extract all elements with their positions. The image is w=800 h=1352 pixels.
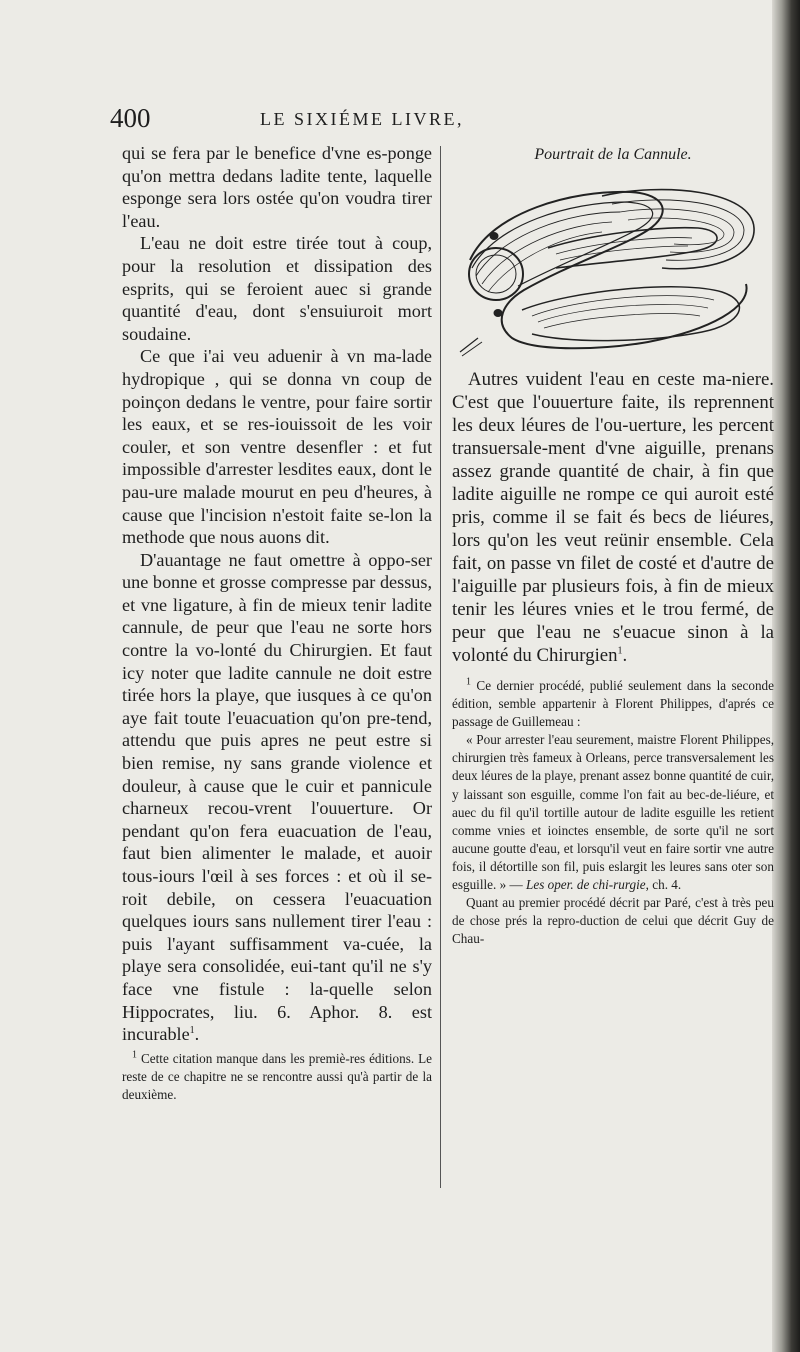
footnote-marker: 1 [466, 676, 471, 688]
footnote-body: Ce dernier procédé, publié seulement dans la seconde édition, semble appartenir à Florent Philippes, d'aprés ce passage de Guillemeau : [452, 678, 774, 730]
footnote-quote [452, 731, 774, 894]
paragraph-text: Autres vuident l'eau en ceste ma-niere. C'est que l'ouuerture faite, ils reprennent les deux léures de l'ou-uerture, les percent transuersale-ment d'vne aiguille, prenans assez grande quantité de chair, à fin que ladite aiguille ne rompe ce qui auroit esté pris, comme il se fait és becs de liéures, lors qu'on les veut reünir ensemble. Cela fait, on passe vn filet de costé et d'autre de l'aiguille par plusieurs fois, à fin de mieux tenir les léures vnies et le trou fermé, de peur que l'eau ne s'euacue sinon à la volonté du Chirurgien [452, 369, 774, 666]
figure-caption: Pourtrait de la Cannule. [534, 146, 692, 163]
footnote-text [122, 1050, 432, 1104]
paragraph-text: D'auantage ne faut omettre à oppo-ser une bonne et grosse compresse par dessus, et vne ligature, à fin de mieux tenir ladite cannule, de peur que l'eau ne sorte hors contre la vo-lonté du Chirurgien. Et faut icy noter que ladite cannule ne doit estre tirée hors la playe, que iusques à ce qu'on aye fait toute l'euacuation qu'on pre-tend, attendu que puis apres ne peut estre si bien remise, ny sans grande violence et douleur, à cause que le cuir et pannicule charneux recou-vrent l'ouuerture. Or pendant qu'on fera euacuation de l'eau, faut bien alimenter le malade, et auoir tous-iours l'œil à ses forces : et où il se-roit debile, on cessera l'euacuation quelques iours sans nullement tirer l'eau : puis l'ayant suffisamment va-cuée, la playe sera consolidée, eui-tant qu'il ne s'y face vne fistule : la-quelle selon Hippocrates, liu. 6. Aphor. 8. est incurable [122, 549, 432, 1045]
paragraph: Ce que i'ai veu aduenir à vn ma-lade hydropique , qui se donna vn coup de poinçon dedans le ventre, pour faire sortir les eaux, et se res-iouissoit de les voir couler, et son ventre desenfler : et fut impossible d'arrester lesdites eaux, dont le pau-ure malade mourut en peu d'heures, à cause que l'incision n'estoit faite se-lon la methode que nous auons dit. [122, 346, 432, 548]
cannula-figure [452, 172, 774, 362]
paragraph: qui se fera par le benefice d'vne es-ponge qu'on mettra dedans ladite tente, laquelle esponge sera lors ostée qu'on voudra tirer l'eau. [122, 143, 432, 231]
page-header [110, 103, 690, 133]
quote-text: « Pour arrester l'eau seurement, maistre Florent Philippes, chirurgien très fameux à Orleans, perce transversalement les deux léures de la playe, prenant assez bonne quantité de cuir, y laissant son esguille, comme l'on fait au bec-de-liéure, et auec du fil qu'il tortille autour de ladite esguille les retient comme vnies et ioinctes ensemble, de sorte qu'il ne sort aucune goutte d'eau, et lorsqu'il veut en faire sortir vne autre fois, il détortille son fil, puis eslargit les leures sans oter son esguille. » — [452, 732, 774, 893]
footnote [452, 677, 774, 948]
right-column [452, 146, 774, 948]
footnote-marker: 1 [132, 1049, 137, 1061]
right-body-text [452, 368, 774, 667]
book-page-edge [772, 0, 800, 1352]
paragraph: Autres vuident l'eau en ceste ma-niere. C'est que l'ouuerture faite, ils reprennent les deux léures de l'ou-uerture, les percent transuersale-ment d'vne aiguille, prenans assez grande quantité de chair, à fin que ladite aiguille ne rompe ce qui auroit esté pris, comme il se fait és becs de liéures, lors qu'on les veut reünir ensemble. Cela fait, on passe vn filet de costé et d'autre de l'aiguille par plusieurs fois, à fin de mieux tenir les léures vnies et le trou fermé, de peur que l'eau ne s'euacue sinon à la volonté du Chirurgien$^1$. [452, 369, 774, 666]
running-title: LE SIXIÉME LIVRE, [260, 109, 464, 129]
footnote-reference: 1 [189, 1025, 195, 1037]
cannula-engraving [452, 172, 774, 362]
footnote-reference: 1 [617, 645, 623, 657]
source-reference: , ch. 4. [645, 877, 682, 893]
footnote-text: Quant au premier procédé décrit par Paré, c'est à très peu de chose prés la repro-duction de celui que décrit Guy de Chau- [452, 895, 774, 947]
page-number: 400 [110, 103, 151, 133]
footnote-text [452, 677, 774, 731]
footnote-body: Cette citation manque dans les premiè-res éditions. Le reste de ce chapitre ne se rencontre aussi qu'à partir de la deuxième. [122, 1050, 433, 1102]
paragraph: L'eau ne doit estre tirée tout à coup, pour la resolution et dissipation des esprits, qui se feroient auec si grande quantité d'eau, dont s'ensuiuroit mort soudaine. [122, 233, 432, 344]
paragraph: D'auantage ne faut omettre à oppo-ser une bonne et grosse compresse par dessus, et vne ligature, à fin de mieux tenir ladite cannule, de peur que l'eau ne sorte hors contre la vo-lonté du Chirurgien. Et faut icy noter que ladite cannule ne doit estre tirée hors la playe, que iusques à ce qu'on aye fait toute l'euacuation qu'on pre-tend, attendu que puis apres ne peut estre si bien remise, ny sans grande violence et douleur, à cause que le cuir et pannicule charneux recou-vrent l'ouuerture. Or pendant qu'on fera euacuation de l'eau, faut bien alimenter le malade, et auoir tous-iours l'œil à ses forces : et où il se-roit debile, on cessera l'euacuation quelques iours sans nullement tirer l'eau : puis l'ayant suffisamment va-cuée, la playe sera consolidée, eui-tant qu'il ne s'y face vne fistule : la-quelle selon Hippocrates, liu. 6. Aphor. 8. est incurable$^1$. [122, 549, 432, 1045]
source-title: Les oper. de chi-rurgie [526, 877, 646, 893]
footnote [122, 1050, 432, 1104]
left-column [122, 142, 432, 1104]
column-divider [440, 146, 441, 1188]
